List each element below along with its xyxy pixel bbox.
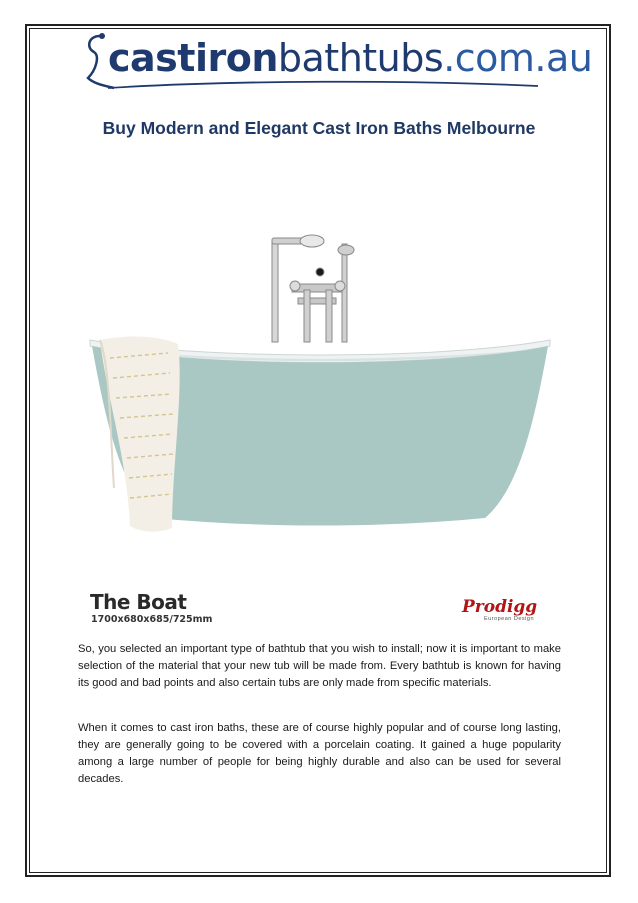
site-logo[interactable] [78, 30, 593, 90]
paragraph-2: When it comes to cast iron baths, these are of course highly popular and of course long lasting, they are generally going to be covered with a porcelain coating. It gained a huge popularity among a large number of people for being highly durable and also can be used for several decades. [78, 722, 561, 785]
towel-icon [100, 337, 180, 532]
logo-part-castiron: castiron [108, 36, 278, 80]
page-title: Buy Modern and Elegant Cast Iron Baths Melbourne [102, 118, 536, 138]
product-dimensions: 1700x680x685/725mm [91, 614, 213, 625]
logo-part-domain: .com.au [443, 36, 593, 80]
logo-part-bathtubs: bathtubs [277, 36, 444, 80]
brand-tagline: European Design [484, 616, 535, 622]
paragraph-1: So, you selected an important type of bathtub that you wish to install; now it is important to make selection of the material that your new tub will be made from. Every bathtub is known for having its good and bad points and also certain tubs are only made from specific materials. [78, 643, 561, 689]
product-name: The Boat [90, 590, 187, 614]
logo-underline-swoosh [78, 78, 548, 92]
faucet-icon [272, 235, 354, 342]
logo-text [108, 36, 592, 80]
brand-name: Prodigg [462, 597, 538, 617]
bathtub-image [80, 228, 560, 548]
brand-logo [462, 597, 554, 625]
